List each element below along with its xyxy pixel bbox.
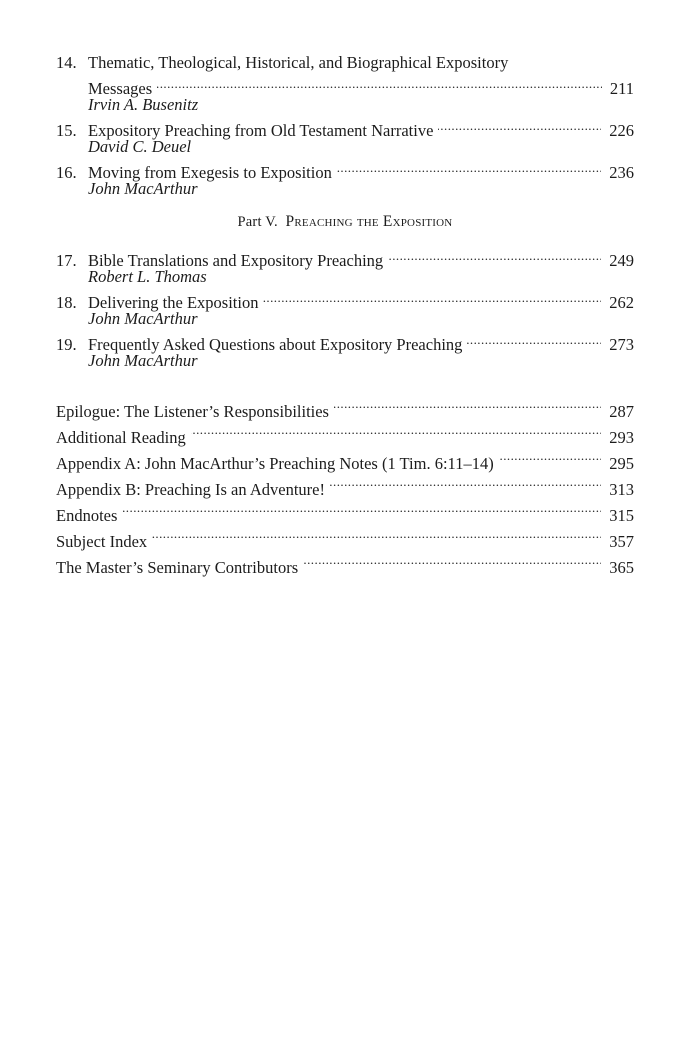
chapter-author: John MacArthur [88, 351, 198, 370]
toc-entry[interactable] [56, 329, 634, 371]
chapter-author: Irvin A. Busenitz [88, 95, 199, 114]
dot-leader [388, 245, 601, 266]
chapter-author: David C. Deuel [88, 137, 192, 156]
dot-leader [337, 157, 601, 178]
dot-leader [499, 443, 602, 469]
back-matter-title: Appendix A: John MacArthur’s Preaching Notes (1 Tim. 6:11–14) [56, 454, 494, 473]
page-number: 287 [609, 402, 634, 421]
back-matter-title: Additional Reading [56, 428, 186, 447]
page-number: 315 [609, 506, 634, 525]
page-number: 226 [609, 121, 634, 140]
back-matter-title: Endnotes [56, 506, 118, 525]
page-number: 236 [609, 163, 634, 182]
page-number: 249 [609, 251, 634, 270]
chapter-title: Frequently Asked Questions about Expository Preaching [88, 335, 463, 354]
chapter-title-continued: Messages [88, 79, 153, 98]
chapter-title: Thematic, Theological, Historical, and Biographical Expository [88, 53, 509, 72]
page-number: 365 [609, 558, 634, 577]
page-number: 211 [609, 79, 634, 98]
part-title: Preaching the Exposition [285, 213, 453, 230]
dot-leader [330, 469, 601, 495]
page-number: 273 [609, 335, 634, 354]
chapter-author: John MacArthur [88, 309, 198, 328]
back-matter-title: The Master’s Seminary Contributors [56, 558, 299, 577]
back-matter-item[interactable] [56, 521, 634, 551]
toc-entry[interactable] [56, 157, 634, 199]
dot-leader [157, 73, 602, 94]
chapter-author: Robert L. Thomas [88, 267, 207, 286]
dot-leader [191, 417, 602, 443]
dot-leader [152, 521, 601, 547]
chapter-title: Expository Preaching from Old Testament Narrative [88, 121, 434, 140]
back-matter-list [56, 391, 634, 577]
back-matter-item[interactable] [56, 391, 634, 421]
chapter-number: 15. [56, 121, 77, 140]
back-matter-item[interactable] [56, 495, 634, 525]
back-matter-title: Appendix B: Preaching Is an Adventure! [56, 480, 325, 499]
dot-leader [122, 495, 601, 521]
toc-entry[interactable] [56, 52, 634, 115]
part-label: Part V. [237, 214, 278, 230]
dot-leader [263, 287, 601, 308]
chapter-number: 14. [56, 53, 77, 72]
back-matter-title: Epilogue: The Listener’s Responsibilities [56, 402, 329, 421]
toc-entry[interactable] [56, 115, 634, 157]
chapter-title: Bible Translations and Expository Preaching [88, 251, 384, 270]
page-number: 357 [609, 532, 634, 551]
toc-entry[interactable] [56, 245, 634, 287]
dot-leader [467, 329, 601, 350]
dot-leader [303, 547, 601, 573]
page-number: 313 [609, 480, 634, 499]
table-of-contents [56, 52, 634, 577]
part-heading [56, 211, 634, 232]
chapter-number: 17. [56, 251, 77, 270]
chapter-author: John MacArthur [88, 179, 198, 198]
chapter-number: 19. [56, 335, 77, 354]
toc-entry[interactable] [56, 287, 634, 329]
chapter-title: Delivering the Exposition [88, 293, 259, 312]
chapter-number: 18. [56, 293, 77, 312]
back-matter-title: Subject Index [56, 532, 148, 551]
chapter-number: 16. [56, 163, 77, 182]
dot-leader [334, 391, 601, 417]
dot-leader [438, 115, 601, 136]
page-number: 293 [609, 428, 634, 447]
page-number: 295 [609, 454, 634, 473]
chapter-title: Moving from Exegesis to Exposition [88, 163, 332, 182]
page-number: 262 [609, 293, 634, 312]
